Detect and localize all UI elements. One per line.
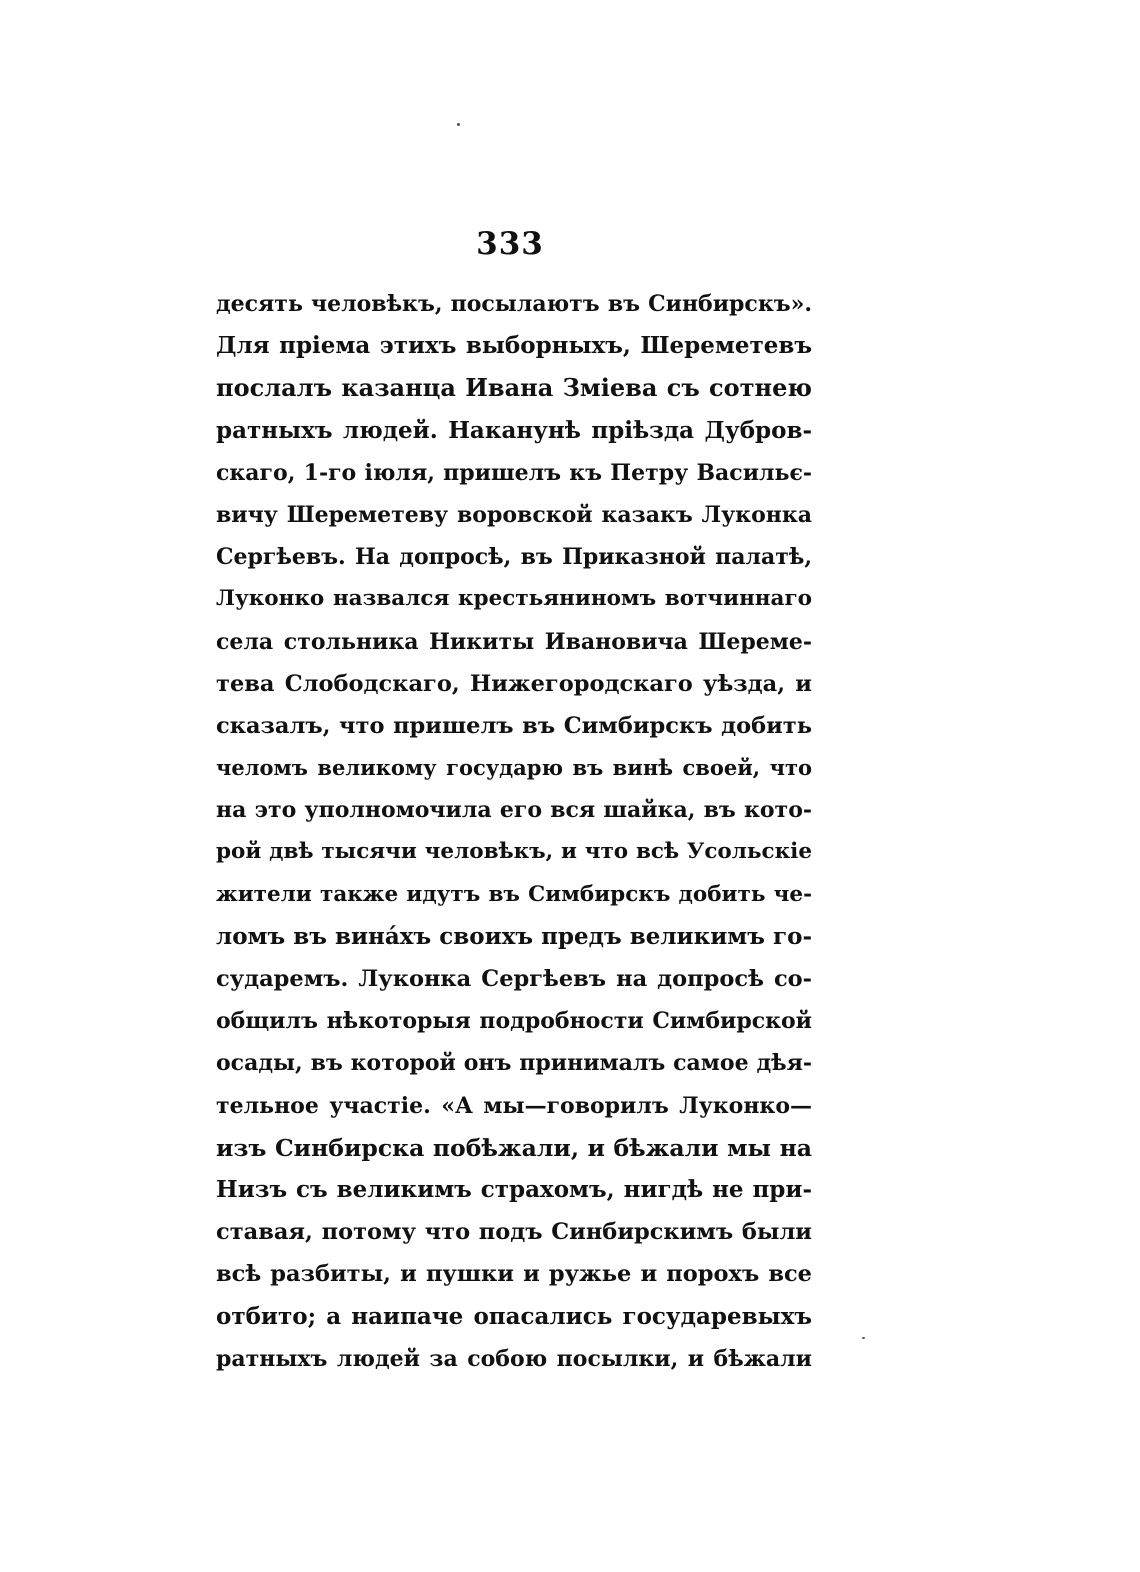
text-line: тева Слободскаго, Нижегородскаго уѣзда, и (216, 670, 812, 697)
scan-speck (457, 123, 460, 126)
text-line: Сергѣевъ. На допросѣ, въ Приказной палатѣ, (216, 544, 812, 571)
text-line: десять человѣкъ, посылаютъ въ Синбирскъ». (216, 291, 812, 317)
text-line: на это уполномочила его вся шайка, въ кото- (216, 797, 812, 824)
text-line: изъ Синбирска побѣжали, и бѣжали мы на (216, 1133, 812, 1162)
text-line: общилъ нѣкоторыя подробности Симбирской (216, 1008, 812, 1035)
text-line: осады, въ которой онъ принималъ самое дѣя- (216, 1050, 812, 1077)
body-text (216, 283, 812, 1380)
text-line: сударемъ. Луконка Сергѣевъ на допросѣ со- (216, 966, 812, 992)
text-line: жители также идутъ въ Симбирскъ добить че- (216, 881, 812, 907)
text-line: рой двѣ тысячи человѣкъ, и что всѣ Усольскіе (216, 839, 812, 865)
text-line: отбито; а наипаче опасались государевыхъ (216, 1302, 812, 1330)
text-line: тельное участіе. «А мы—говорилъ Луконко— (216, 1092, 812, 1119)
text-line: села стольника Никиты Ивановича Шереме- (216, 628, 812, 655)
text-line: челомъ великому государю въ винѣ своей, что (216, 755, 812, 781)
text-line: послалъ казанца Ивана Зміева съ сотнею (216, 373, 812, 403)
text-line: ратныхъ людей за собою посылки, и бѣжали (216, 1345, 812, 1372)
text-line: сказалъ, что пришелъ въ Симбирскъ добить (216, 712, 812, 739)
page-number: 333 (476, 226, 544, 262)
text-line: всѣ разбиты, и пушки и ружье и порохъ все (216, 1261, 812, 1288)
text-line: скаго, 1-го іюля, пришелъ къ Петру Васильє- (216, 459, 812, 486)
text-line: вичу Шереметеву воровской казакъ Луконка (216, 501, 812, 528)
scan-speck (862, 1337, 865, 1339)
text-line: ратныхъ людей. Наканунѣ пріѣзда Дубров- (216, 416, 812, 444)
text-line: Для пріема этихъ выборныхъ, Шереметевъ (216, 332, 812, 360)
text-line: Низъ съ великимъ страхомъ, нигдѣ не при- (216, 1175, 812, 1203)
text-line: ломъ въ винáхъ своихъ предъ великимъ го- (216, 922, 812, 950)
text-line: Луконко назвался крестьяниномъ вотчиннаго (216, 586, 812, 612)
text-line: ставая, потому что подъ Синбирскимъ были (216, 1219, 812, 1246)
